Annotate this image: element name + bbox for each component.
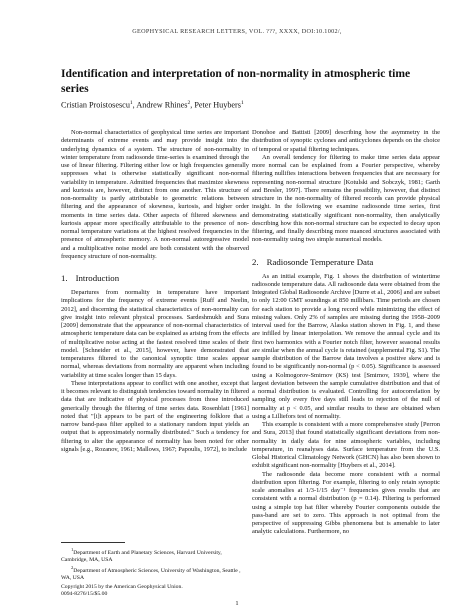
abstract (61, 129, 249, 261)
author-separator: , (190, 100, 195, 110)
affiliation-marker: 1 (240, 100, 244, 106)
footnote-text: Department of Earth and Planetary Sciences, Harvard University, Cambridge, MA, USA (61, 549, 222, 564)
author-name: Andrew Rhines (136, 100, 188, 110)
section-number: 1. (61, 273, 68, 283)
author-name: Cristian Proistosescu (61, 100, 130, 110)
author-name: Peter Huybers (194, 100, 241, 110)
body-paragraph: The radiosonde data become more consistent with a normal distribution upon filtering. For example, filtering to only retain synoptic scale anomalies at 1/3-1/15 day⁻¹ frequencies gives results that are consistent with a normal distribution (p = 0.14). Filtering is performed using a simple top hat filter whereby Fourier components outside the pass-band are set to zero. This approach is not optimal from the perspective of suppressing Gibbs phenomena but is amenable to later analytic calculations. Furthermore, no (252, 470, 440, 536)
section-title: Introduction (75, 273, 120, 283)
affiliation-marker: 1 (129, 100, 133, 106)
paper-title: Identification and interpretation of non-normality in atmospheric time series (61, 67, 411, 95)
section-heading-radiosonde (252, 257, 440, 267)
body-paragraph: This example is consistent with a more comprehensive study [Perron and Sura, 2013] that found statistically significant deviations from non-normality in daily data for nine atmospheric variables, including temperature, in reanalyses data. Surface temperature from the U.S. Global Historical Climatology Network (GHCN) has also been shown to exhibit significant non-normality [Huybers et al., 2014]. (252, 421, 440, 470)
body-paragraph: An overall tendency for filtering to make time series data appear more normal can be explained from a Fourier perspective, whereby filtering nullifies interactions between frequencies that are necessary for representing non-normal structure [Kotulski and Sobczyk, 1981; Garth and Bresler, 1997]. There remains the possibility, however, that distinct structure in the non-normality of filtered records can provide physical insight. In the following we examine radiosonde time series, first demonstrating statistically significant non-normality, then analytically describing how this non-normal structure can be expected to decay upon filtering, and finally describing more nuanced structures associated with non-normality using two simple numerical models. (252, 153, 440, 244)
body-paragraph: Departures from normality in temperature have important implications for the frequency of extreme events [Ruff and Neelin, 2012], and discerning the statistical characteristics of non-normality can give insight into relevant physical processes. Sardeshmukh and Sura [2009] demonstrate that the appearance of non-normal characteristics of atmospheric temperature data can be explained as arising from the effects of multiplicative noise acting at the fastest resolved time scales of their model. [Schneider et al., 2015], however, have demonstrated that temperatures filtered to the canonical synoptic time scales appear normal, whereas deviations from normality are apparent when including variability at time scales longer than 15 days. (61, 289, 249, 379)
section-heading-introduction (61, 273, 249, 283)
page-number: 1 (235, 600, 239, 607)
author-separator: , (132, 100, 137, 110)
left-column (61, 129, 249, 454)
footnote-rule (61, 542, 125, 543)
footnote-marker: 2 (71, 565, 74, 571)
author-list (61, 98, 421, 111)
issn-line: 0094-8276/15/$5.00 (61, 591, 108, 598)
footnote (61, 564, 249, 582)
section-title: Radiosonde Temperature Data (266, 256, 374, 267)
running-head: GEOPHYSICAL RESEARCH LETTERS, VOL. ???, XXXX, DOI:10.1002/, (132, 28, 342, 35)
body-paragraph: Donohoe and Battisti [2009] describing how the asymmetry in the distribution of synoptic cyclones and anticyclones depends on the choice of temporal or spatial filtering techniques. (252, 129, 440, 153)
footnote-marker: 1 (71, 547, 74, 552)
right-column (252, 129, 440, 537)
footnotes (61, 546, 249, 583)
abstract-text: Non-normal characteristics of geophysical time series are important determinants of extreme events and may provide insight into the underlying dynamics of a system. The structure of non-normality in winter temperature from radiosonde time-series is examined through the use of linear filtering. Filtering either low or high frequencies generally suppresses what is otherwise statistically significant non-normal variability in temperature. Admitted frequencies that maximize skewness and kurtosis are, however, distinct from one another. This structure of non-normality is partly attributable to geometric relations between filtering and the appearance of skewness, kurtosis, and higher order moments in time series data. Other aspects of filtered skewness and kurtosis appear more specifically attributable to the presence of non-normal temperature variations at the highest resolved frequencies in the presence of atmospheric memory. A non-normal autoregressive model and a multiplicative noise model are both consistent with the observed frequency structure of non-normality. (61, 129, 249, 260)
copyright-line: Copyright 2015 by the American Geophysical Union. (61, 584, 183, 590)
footnote-text: Department of Atmospheric Sciences, University of Washington, Seattle , WA, USA (61, 568, 241, 582)
footnote (61, 546, 249, 564)
body-paragraph: These interpretations appear to conflict with one another, except that it becomes relevant to distinguish tendencies toward normality in filtered data that are indicative of physical processes from those introduced generically through the filtering of time series data. Rosenblatt [1961] noted that "[i]t appears to be part of the engineering folklore that a narrow band-pass filter applied to a stationary random input yields an output that is approximately normally distributed." Such a tendency for filtering to alter the appearance of normality has been noted for other signals [e.g., Rozanov, 1961; Mallows, 1967; Papoulis, 1972], to include (61, 379, 249, 453)
copyright-notice (61, 584, 249, 598)
affiliation-marker: 2 (187, 100, 191, 106)
body-paragraph: As an initial example, Fig. 1 shows the distribution of wintertime radiosonde temperature data. All radiosonde data were obtained from the Integrated Global Radiosonde Archive [Durre et al., 2006] and are subset to only 12:00 GMT soundings at 850 millibars. Time periods are chosen for each station to provide a long record while minimizing the effect of missing values. Only 2% of samples are missing during the 1958–2009 interval used for the Barrow, Alaska station shown in Fig. 1, and these are infilled by linear interpolation. We remove the annual cycle and its first two harmonics with a Fourier notch filter, however seasonal results are similar when the annual cycle is retained (supplemental Fig. S1). The sample distribution of the Barrow data involves a positive skew and is found to be significantly non-normal (p < 0.05). Significance is assessed using a Kolmogorov-Smirnov (KS) test [Smirnov, 1939], where the largest deviation between the sample cumulative distribution and that of a normal distribution is evaluated. Controlling for autocorrelation by sampling only every five days still leads to rejection of the null of normality at p < 0.05, and similar results to these are obtained when using a Lilliefors test of normality. (252, 272, 440, 420)
section-number: 2. (252, 256, 259, 267)
